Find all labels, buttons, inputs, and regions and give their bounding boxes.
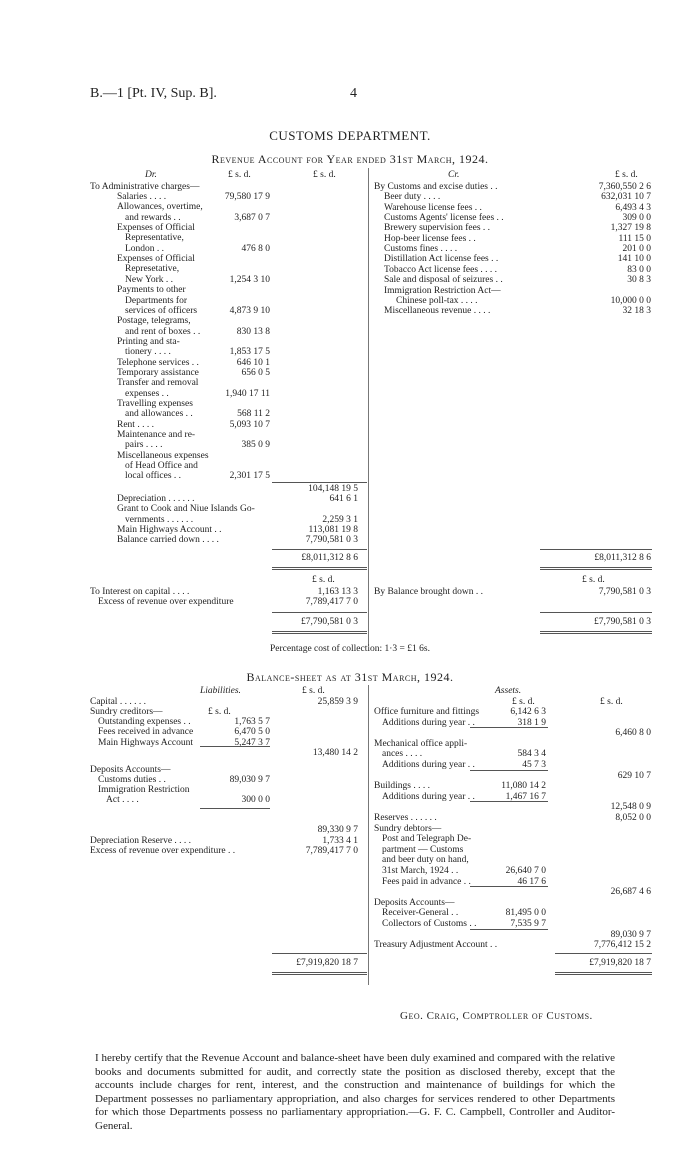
debit-total2: £7,790,581 0 3: [301, 617, 358, 627]
debit-item-label: Postage, telegrams,: [117, 316, 191, 327]
debit-item-amt: 3,687 0 7: [234, 212, 270, 223]
credit-item-label: Customs fines . . . .: [384, 244, 458, 255]
debit-item-amt: 830 13 8: [236, 326, 270, 337]
creditor-amt: 5,247 3 7: [234, 737, 270, 748]
asset-line-sub: 318 1 9: [517, 717, 546, 728]
credit-total2-dbl: [540, 631, 652, 634]
credit-item-amt: 111 15 0: [618, 233, 651, 244]
dept-title: CUSTOMS DEPARTMENT.: [269, 128, 431, 143]
credit-item-label: Customs Agents' license fees . .: [384, 213, 504, 224]
debit-tail-item-label: Balance carried down . . . .: [117, 535, 219, 546]
liab-col-head: £ s. d.: [302, 686, 325, 696]
asset-line-label: Additions during year . .: [382, 791, 475, 802]
asset-line-label: Deposits Accounts—: [374, 897, 455, 908]
asset-line-label: 31st March, 1924 . .: [382, 866, 459, 876]
debit-tail-item-amt: 7,790,581 0 3: [305, 535, 358, 546]
cr-heading: Cr.: [448, 170, 460, 180]
credit-item-label: By Customs and excise duties . .: [374, 182, 498, 192]
credit-item-amt: 6,493 4 3: [615, 202, 651, 213]
credit-total-rule: [540, 549, 652, 550]
asset-line-label: Office furniture and fittings: [374, 707, 480, 717]
asset-line-sub: 584 3 4: [517, 749, 546, 760]
credit-item-amt: 30 8 3: [627, 275, 651, 286]
creditors-total: 13,480 14 2: [312, 748, 358, 758]
asset-line-label: Treasury Adjustment Account . .: [374, 940, 498, 951]
dr-heading: Dr.: [145, 170, 157, 180]
creditor-label: Main Highways Account: [98, 737, 193, 748]
credit-col-head-2: £ s. d.: [582, 575, 605, 585]
debit-item-label: of Head Office and: [125, 461, 198, 472]
debit-item-label: London . .: [125, 243, 165, 254]
asset-subtotal-rule: [470, 886, 548, 887]
debit-item-label: Expenses of Official: [117, 223, 195, 234]
debit-item-label: Telephone services . .: [117, 357, 199, 368]
excess-amt: 7,789,417 7 0: [305, 597, 358, 607]
deposits-total: 89,330 9 7: [317, 825, 358, 835]
asset-line-amt: 26,687 4 6: [610, 887, 651, 898]
debit-total2-dbl: [272, 631, 367, 634]
asset-line-label: Additions during year . .: [382, 760, 475, 770]
debit-item-label: Rent . . . .: [117, 419, 154, 430]
debit-col-head-3: £ s. d.: [312, 575, 335, 585]
balance-title: Balance-sheet as at 31st March, 1924.: [246, 670, 454, 684]
asset-line-sub: 45 7 3: [522, 760, 546, 770]
debit-item-label: Temporary assistance: [117, 367, 199, 378]
debit-item-amt: 656 0 5: [241, 367, 270, 378]
balance-divider: [368, 685, 369, 985]
debit-item-amt: 476 8 0: [241, 243, 270, 254]
credit-item-label: Beer duty . . . .: [384, 192, 441, 203]
admin-total: 104,148 19 5: [308, 484, 358, 494]
asset-line-sub: 11,080 14 2: [501, 781, 546, 792]
assets-total: £7,919,820 18 7: [589, 958, 651, 968]
asset-line-label: Additions during year . .: [382, 717, 475, 728]
debit-item-amt: 1,940 17 11: [225, 388, 270, 399]
liab-excess-label: Excess of revenue over expenditure . .: [90, 846, 236, 856]
credit-item-amt: 309 0 0: [622, 213, 651, 224]
liab-total: £7,919,820 18 7: [296, 958, 358, 968]
assets-heading: Assets.: [495, 686, 522, 696]
creditor-label: Outstanding expenses . .: [98, 717, 191, 727]
debit-item-label: Payments to other: [117, 285, 186, 296]
immigration-label: Immigration Restriction: [98, 785, 190, 795]
creditors-rule: [200, 746, 270, 747]
page-number: 4: [350, 86, 357, 101]
asset-line-label: and beer duty on hand,: [382, 855, 469, 866]
credit-item-label: Warehouse license fees . .: [384, 202, 482, 213]
credit-item-amt: 1,327 19 8: [610, 223, 651, 234]
debit-item-amt: 79,580 17 9: [224, 192, 270, 202]
creditor-amt: 6,470 5 0: [234, 727, 270, 738]
debit-item-label: Allowances, overtime,: [117, 202, 203, 213]
asset-line-label: Reserves . . . . . .: [374, 813, 437, 823]
act-label: Act . . . .: [106, 795, 139, 805]
credit-item-amt: 141 10 0: [617, 254, 651, 265]
auditor-certificate: I hereby certify that the Revenue Account and balance-sheet have been duly examined and compared with the relative books and documents submitted for audit, and correctly state the position as disclosed thereby, except that the accounts include charges for rent, interest, and the construction and maintenance of buildings for which the Department possesses no parliamentary appropriation, and also charges for services rendered to other Departments for which those Departments possess no parliamentary appropriation.—G. F. C. Campbell, Controller and Auditor-General.: [95, 1052, 615, 1132]
asset-sub-col-head: £ s. d.: [512, 697, 535, 707]
asset-subtotal-rule: [470, 801, 548, 802]
debit-total-rule: [272, 549, 367, 550]
asset-line-sub: 26,640 7 0: [505, 866, 546, 876]
liabilities-heading: Liabilities.: [200, 686, 241, 696]
credit-item-label: Miscellaneous revenue . . . .: [384, 306, 491, 317]
debit-item-amt: 646 10 1: [236, 357, 270, 368]
depr-reserve-amt: 1,733 4 1: [322, 836, 358, 846]
credit-item-amt: 632,031 10 7: [601, 192, 651, 203]
asset-line-sub: 46 17 6: [517, 876, 546, 887]
credit-item-label: Distillation Act license fees . .: [384, 254, 499, 265]
interest-amt: 1,163 13 3: [317, 587, 358, 597]
credit-item-amt: 83 0 0: [627, 264, 651, 275]
credit-item-amt: 201 0 0: [622, 244, 651, 255]
sundry-creditors-label: Sundry creditors—: [90, 707, 163, 717]
pct-note: Percentage cost of collection: 1·3 = £1 6s.: [270, 644, 430, 654]
credit-item-amt: 32 18 3: [622, 306, 651, 317]
to-admin-label: To Administrative charges—: [90, 182, 200, 192]
asset-line-amt: 7,776,412 15 2: [594, 940, 651, 951]
admin-rule: [272, 482, 367, 483]
debit-item-label: and rewards . .: [125, 212, 181, 223]
asset-line-amt: 6,460 8 0: [615, 728, 651, 739]
asset-line-label: ances . . . .: [382, 749, 423, 760]
debit-tail-item-label: Depreciation . . . . . .: [117, 494, 195, 504]
liab-excess-amt: 7,789,417 7 0: [305, 846, 358, 856]
debit-item-label: tionery . . . .: [125, 347, 171, 358]
asset-line-amt: 89,030 9 7: [610, 929, 651, 940]
debit-item-label: Miscellaneous expenses: [117, 450, 209, 461]
asset-subtotal-rule: [470, 727, 548, 728]
deposits-label: Deposits Accounts—: [90, 765, 171, 775]
asset-line-sub: 1,467 16 7: [505, 791, 546, 802]
assets-total-dbl: [555, 972, 652, 975]
asset-line-sub: 6,142 6 3: [510, 707, 546, 717]
credit-item-label: Sale and disposal of seizures . .: [384, 275, 503, 286]
signature: Geo. Craig, Comptroller of Customs.: [400, 1010, 593, 1022]
debit-item-amt: 568 11 2: [237, 409, 270, 420]
debit-item-label: expenses . .: [125, 388, 169, 399]
creditor-amt: 1,763 5 7: [234, 717, 270, 727]
debit-item-label: Expenses of Official: [117, 254, 195, 265]
credit-total2-rule: [540, 612, 652, 613]
revenue-divider: [368, 168, 369, 646]
asset-subtotal-rule: [470, 929, 548, 930]
debit-tail-item-amt: 113,081 19 8: [308, 525, 358, 536]
assets-total-rule: [555, 953, 652, 954]
asset-line-label: Post and Telegraph De-: [382, 834, 472, 845]
by-balance-label: By Balance brought down . .: [374, 587, 483, 597]
asset-line-label: Sundry debtors—: [374, 823, 442, 834]
debit-total-dbl: [272, 567, 367, 570]
credit-col-head: £ s. d.: [615, 170, 638, 180]
credit-item-amt: 7,360,550 2 6: [598, 182, 651, 192]
debit-item-label: Maintenance and re-: [117, 430, 196, 441]
debit-item-label: and rent of boxes . .: [125, 326, 201, 337]
capital-amt: 25,859 3 9: [317, 697, 358, 707]
debit-item-amt: 5,093 10 7: [229, 419, 270, 430]
debit-item-label: Printing and sta-: [117, 336, 180, 347]
balance-amt: 7,790,581 0 3: [598, 587, 651, 597]
asset-line-amt: 12,548 0 9: [610, 802, 651, 813]
asset-line-label: partment — Customs: [382, 844, 464, 855]
debit-item-label: Representative,: [125, 233, 184, 244]
debit-col-head-1: £ s. d.: [228, 170, 251, 180]
debit-item-label: Travelling expenses: [117, 399, 193, 409]
credit-item-label: Tobacco Act license fees . . . .: [384, 264, 498, 275]
debit-item-label: pairs . . . .: [125, 440, 163, 451]
revenue-title: Revenue Account for Year ended 31st March, 1924.: [211, 152, 489, 166]
debit-item-label: Salaries . . . .: [117, 192, 167, 202]
credit-item-label: Brewery supervision fees . .: [384, 223, 491, 234]
debit-item-label: local offices . .: [125, 471, 182, 482]
debit-tail-item-label: Main Highways Account . .: [117, 525, 222, 536]
customs-duties-label: Customs duties . .: [98, 775, 166, 785]
asset-line-label: Collectors of Customs . .: [382, 919, 477, 929]
asset-line-sub: 81,495 0 0: [505, 908, 546, 919]
creditors-col-head: £ s. d.: [208, 707, 231, 717]
asset-subtotal-rule: [470, 770, 548, 771]
asset-line-label: Receiver-General . .: [382, 908, 459, 919]
asset-line-sub: 7,535 9 7: [510, 919, 546, 929]
asset-line-label: Mechanical office appli-: [374, 738, 468, 749]
asset-line-amt: 8,052 0 0: [615, 813, 651, 823]
excess-label: Excess of revenue over expenditure: [98, 597, 234, 607]
debit-col-head-2: £ s. d.: [313, 170, 336, 180]
creditor-label: Fees received in advance: [98, 727, 194, 738]
debit-item-amt: 2,301 17 5: [229, 471, 270, 482]
deposits-rule: [200, 808, 270, 809]
credit-item-label: Immigration Restriction Act—: [384, 285, 501, 296]
customs-duties-amt: 89,030 9 7: [229, 775, 270, 785]
asset-line-label: Buildings . . . .: [374, 781, 430, 792]
debit-item-label: services of officers: [125, 305, 198, 316]
asset-line-label: Fees paid in advance . .: [382, 876, 471, 887]
debit-total: £8,011,312 8 6: [301, 553, 358, 563]
asset-line-amt: 629 10 7: [617, 770, 651, 781]
credit-item-label: Chinese poll-tax . . . .: [396, 295, 478, 306]
debit-item-amt: 4,873 9 10: [229, 305, 270, 316]
debit-item-amt: 1,853 17 5: [229, 347, 270, 358]
page-ref: B.—1 [Pt. IV, Sup. B].: [90, 86, 217, 101]
debit-item-amt: 385 0 9: [241, 440, 270, 451]
debit-tail-item-label: Grant to Cook and Niue Islands Go-: [117, 504, 255, 515]
asset-col-head: £ s. d.: [600, 697, 623, 707]
credit-item-label: Hop-beer license fees . .: [384, 233, 476, 244]
debit-item-label: Departments for: [125, 295, 187, 306]
liab-total-rule: [272, 953, 367, 954]
debit-item-amt: 1,254 3 10: [229, 274, 270, 285]
credit-total-dbl: [540, 567, 652, 570]
credit-total: £8,011,312 8 6: [594, 553, 651, 563]
debit-item-label: and allowances . .: [125, 409, 193, 420]
credit-item-amt: 10,000 0 0: [610, 295, 651, 306]
interest-label: To Interest on capital . . . .: [90, 587, 190, 597]
debit-item-label: Represetative,: [125, 264, 180, 275]
credit-total2: £7,790,581 0 3: [594, 617, 651, 627]
debit-item-label: Transfer and removal: [117, 378, 199, 389]
debit-tail-item-amt: 641 6 1: [329, 494, 358, 504]
liab-total-dbl: [272, 972, 367, 975]
debit-tail-item-amt: 2,259 3 1: [322, 514, 358, 525]
debit-item-label: New York . .: [125, 274, 174, 285]
act-amt: 300 0 0: [241, 795, 270, 805]
capital-label: Capital . . . . . .: [90, 697, 146, 707]
depr-reserve-label: Depreciation Reserve . . . .: [90, 836, 192, 846]
debit-total2-rule: [272, 612, 367, 613]
debit-tail-item-label: vernments . . . . . .: [125, 514, 194, 525]
